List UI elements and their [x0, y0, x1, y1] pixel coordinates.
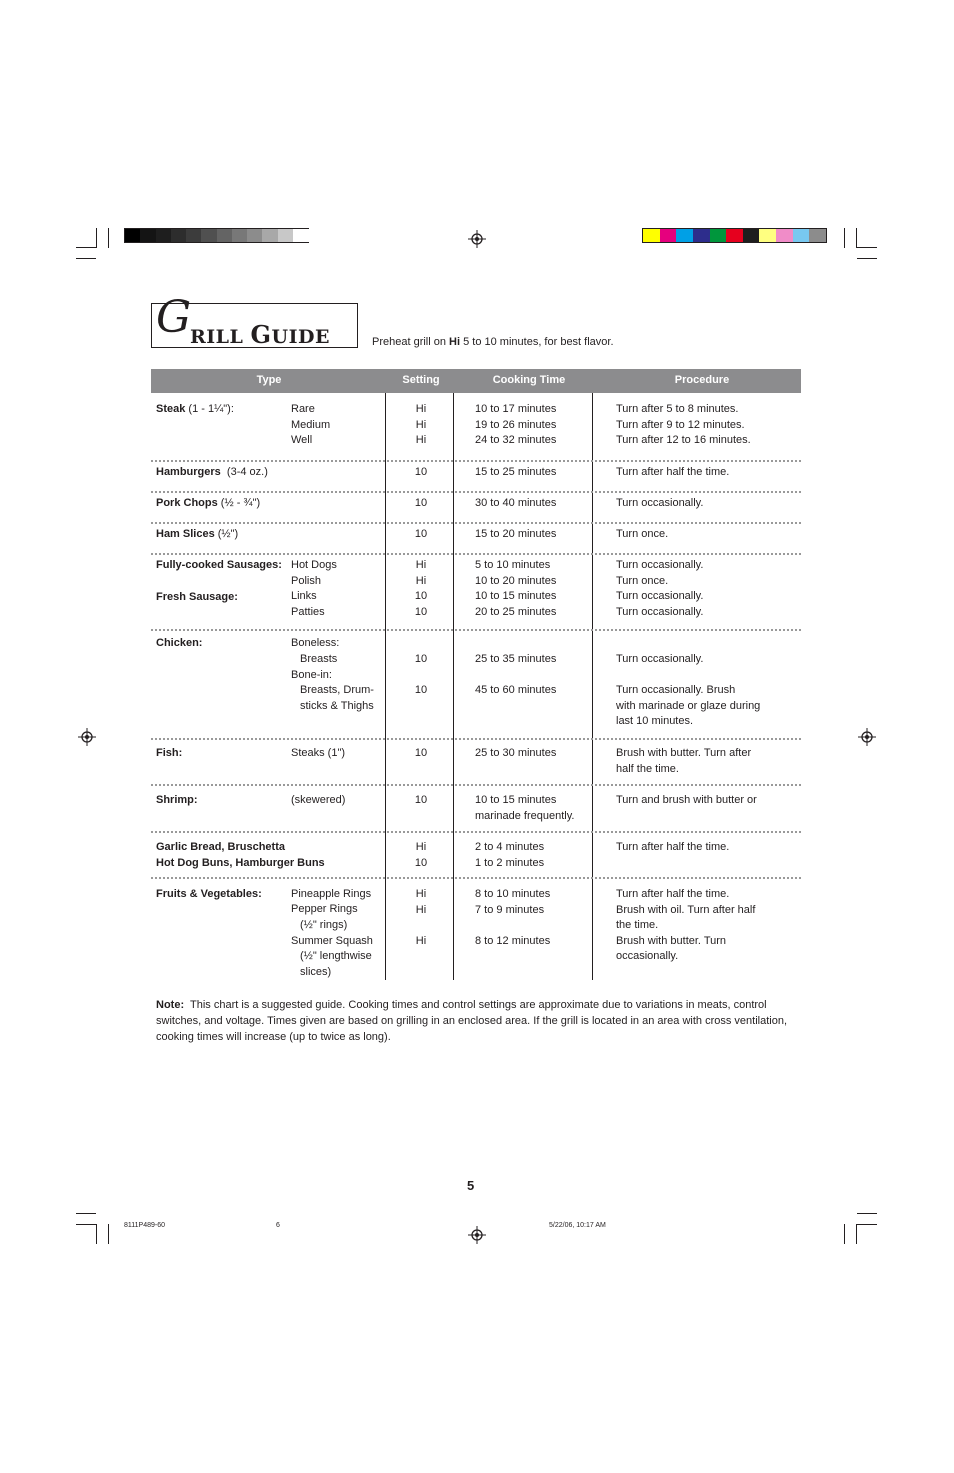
row-separator	[151, 629, 801, 631]
registration-mark-icon	[78, 728, 96, 746]
color-swatch	[262, 229, 278, 242]
row-separator	[151, 522, 801, 524]
grayscale-color-bar	[124, 228, 309, 243]
column-divider	[453, 393, 454, 980]
color-swatch	[643, 229, 660, 242]
color-swatch	[710, 229, 727, 242]
color-swatch	[676, 229, 693, 242]
title-part-2: UIDE	[271, 326, 330, 348]
color-swatch	[186, 229, 202, 242]
column-divider	[592, 393, 593, 980]
row-separator	[151, 784, 801, 786]
page-title	[151, 292, 358, 349]
column-divider	[385, 393, 386, 980]
title-part-1: RILL	[190, 326, 244, 348]
footer-page: 6	[276, 1222, 280, 1229]
color-swatch	[156, 229, 172, 242]
header-setting: Setting	[402, 374, 440, 386]
header-procedure: Procedure	[674, 374, 730, 386]
process-color-bar	[642, 228, 827, 243]
row-separator	[151, 491, 801, 493]
header-cooking-time: Cooking Time	[492, 374, 566, 386]
registration-mark-icon	[858, 728, 876, 746]
color-swatch	[140, 229, 156, 242]
color-swatch	[660, 229, 677, 242]
row-separator	[151, 553, 801, 555]
header-type: Type	[256, 374, 282, 386]
row-separator	[151, 460, 801, 462]
color-swatch	[247, 229, 263, 242]
color-swatch	[743, 229, 760, 242]
note-paragraph: Note: This chart is a suggested guide. Cooking times and control settings are approximate due to variations in meats, control switches, and voltage. Times given are based on grilling in an enclosed area. If the grill is located in an area with cross ventilation, cooking times will increase (up to twice as long).	[156, 999, 788, 1043]
color-swatch	[217, 229, 233, 242]
color-swatch	[293, 229, 309, 242]
color-swatch	[125, 229, 141, 242]
row-separator	[151, 877, 801, 879]
color-swatch	[809, 229, 826, 242]
color-swatch	[171, 229, 187, 242]
color-swatch	[759, 229, 776, 242]
footer-job-code: 8111P489-60	[124, 1222, 165, 1229]
row-separator	[151, 738, 801, 740]
color-swatch	[693, 229, 710, 242]
registration-mark-icon	[468, 1226, 486, 1244]
color-swatch	[201, 229, 217, 242]
registration-mark-icon	[468, 230, 486, 248]
preheat-instruction: Preheat grill on Hi 5 to 10 minutes, for best flavor.	[372, 336, 614, 348]
page-number: 5	[467, 1178, 475, 1193]
title-initial-2: G	[250, 320, 272, 349]
row-separator	[151, 831, 801, 833]
color-swatch	[776, 229, 793, 242]
color-swatch	[726, 229, 743, 242]
footer-date: 5/22/06, 10:17 AM	[549, 1222, 606, 1229]
color-swatch	[793, 229, 810, 242]
color-swatch	[278, 229, 294, 242]
color-swatch	[232, 229, 248, 242]
title-initial: G	[156, 292, 192, 343]
table-header	[151, 369, 801, 393]
